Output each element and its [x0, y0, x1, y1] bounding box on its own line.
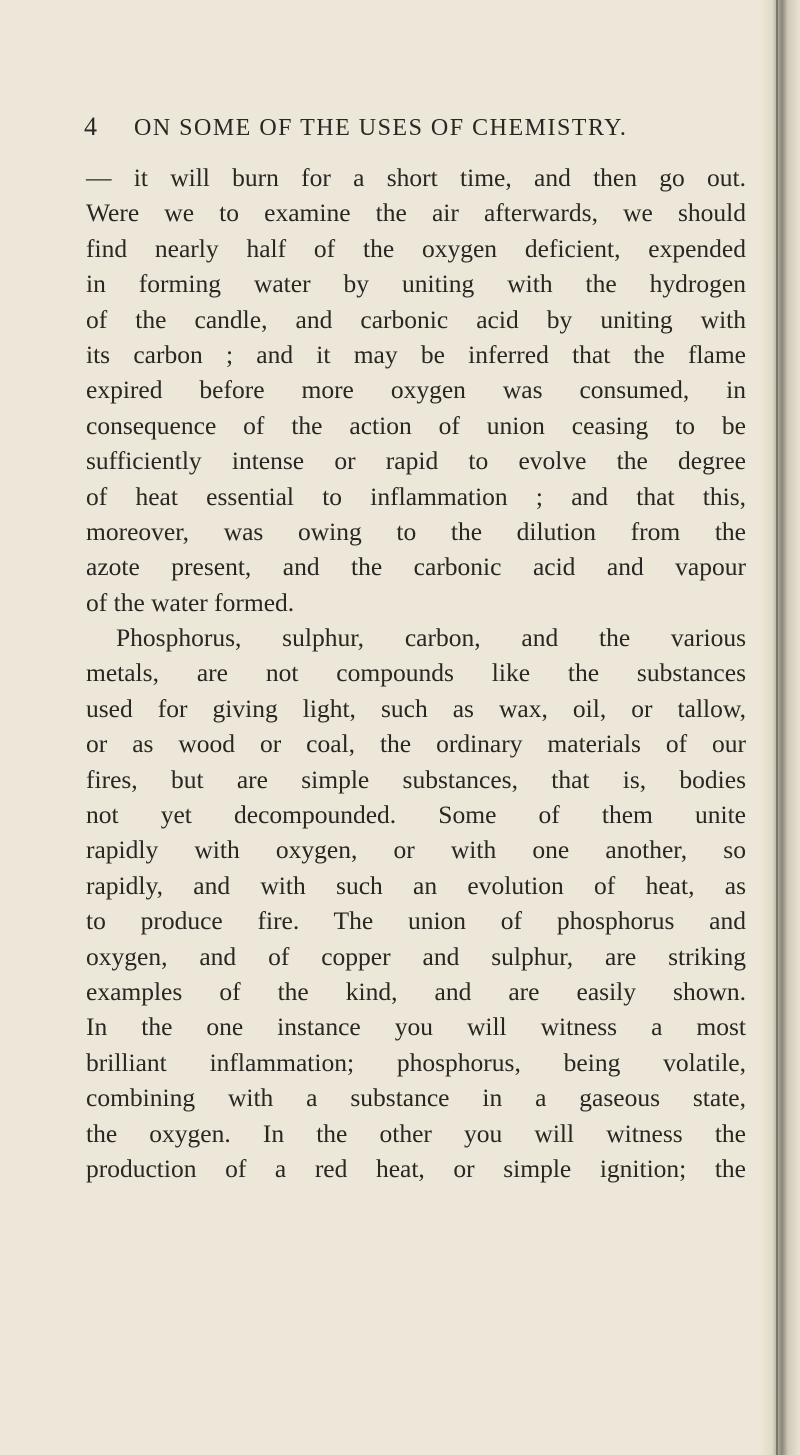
text-line: of the water formed.: [86, 587, 295, 617]
text-line: expired before more oxygen was consumed, in: [86, 375, 746, 405]
text-line: the oxygen. In the other you will witness the: [86, 1118, 746, 1148]
text-line: in forming water by uniting with the hydrogen: [86, 269, 746, 299]
text-line: Phosphorus, sulphur, carbon, and the various: [116, 623, 746, 653]
text-line: metals, are not compounds like the substances: [86, 658, 746, 688]
text-line: rapidly, and with such an evolution of heat, as: [86, 870, 746, 900]
text-line: or as wood or coal, the ordinary materials of our: [86, 729, 746, 759]
text-line: — it will burn for a short time, and then go out.: [86, 163, 746, 192]
text-line: examples of the kind, and are easily shown.: [86, 976, 746, 1006]
text-line: not yet decompounded. Some of them unite: [86, 800, 746, 830]
text-line: moreover, was owing to the dilution from the: [86, 516, 746, 546]
text-line: In the one instance you will witness a most: [86, 1012, 746, 1042]
text-line: rapidly with oxygen, or with one another, so: [86, 835, 746, 865]
text-line: its carbon ; and it may be inferred that the flame: [86, 339, 746, 369]
binding-edge-line: [776, 0, 778, 1455]
text-line: combining with a substance in a gaseous state,: [86, 1083, 746, 1113]
text-line: sufficiently intense or rapid to evolve the degree: [86, 446, 746, 476]
text-line: consequence of the action of union ceasing to be: [86, 410, 746, 440]
text-line: azote present, and the carbonic acid and vapour: [86, 552, 746, 582]
text-line: Were we to examine the air afterwards, we should: [86, 198, 746, 228]
binding-gutter: [760, 0, 800, 1455]
page-header: [84, 112, 754, 148]
body-text: [86, 160, 746, 1186]
text-line: production of a red heat, or simple ignition; the: [86, 1153, 746, 1183]
text-line: fires, but are simple substances, that is, bodies: [86, 764, 746, 794]
text-line: used for giving light, such as wax, oil, or tallow,: [86, 693, 746, 723]
running-title: ON SOME OF THE USES OF CHEMISTRY.: [134, 115, 628, 141]
text-line: of the candle, and carbonic acid by uniting with: [86, 304, 746, 334]
text-line: to produce fire. The union of phosphorus and: [86, 906, 746, 936]
text-line: of heat essential to inflammation ; and that this,: [86, 481, 746, 511]
text-line: find nearly half of the oxygen deficient, expended: [86, 233, 746, 263]
text-line: oxygen, and of copper and sulphur, are striking: [86, 941, 746, 971]
text-line: brilliant inflammation; phosphorus, being volatile,: [86, 1047, 746, 1077]
page-number: 4: [84, 112, 97, 141]
